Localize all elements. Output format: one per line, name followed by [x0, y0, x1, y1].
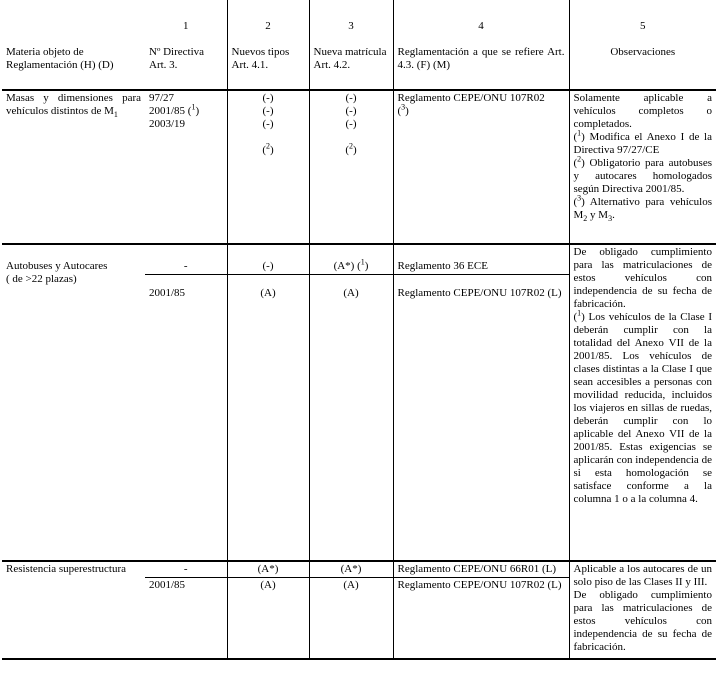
nuevos-tipos-autobuses-b: (A) [227, 275, 309, 562]
observaciones-masas: Solamente aplicable a vehículos completos o completados. ($^1$) Modifica el Anexo I de la Directiva 97/27/CE ($^2$) Obligatorio para autobuses y autocares homologados según Directiva 2001/85. ($^3$) Alternativo para vehículos $M_2$ y $M_3$. [569, 90, 716, 244]
header-reglamentacion: Reglamentación a que se refiere Art. 4.3. (F) (M) [393, 37, 569, 90]
nuevos-tipos-masas-note: ($^2$) [262, 141, 274, 156]
materia-masas [2, 90, 145, 244]
column-number-blank [2, 0, 145, 37]
observaciones-resistencia: Aplicable a los autocares de un solo piso de las Clases II y III. De obligado cumplimiento para las matriculaciones de estos vehículos con independencia de su fecha de fabricación. [569, 561, 716, 659]
reglamento-resistencia-a: Reglamento CEPE/ONU 66R01 (L) [393, 561, 569, 578]
column-number-1: 1 [183, 20, 189, 32]
column-number-row [2, 0, 716, 37]
table-row-resistencia-a [2, 561, 716, 578]
directiva-autobuses-a: - [183, 260, 188, 272]
materia-masas-text: Masas y dimensiones para vehículos distintos de M [6, 92, 141, 117]
nueva-matricula-autobuses-b: (A) [309, 275, 393, 562]
header-row [2, 37, 716, 90]
header-directiva: Nº Directiva Art. 3. [149, 46, 205, 71]
nueva-matricula-masas-note: ($^2$) [345, 141, 357, 156]
reglamento-masas: Reglamento CEPE/ONU 107R02 ($^3$) [393, 90, 569, 244]
reglamento-autobuses-a: Reglamento 36 ECE [393, 244, 569, 275]
column-number-3: 3 [309, 0, 393, 37]
regulation-table [2, 0, 716, 660]
directiva-autobuses-b: 2001/85 [145, 275, 227, 562]
reglamento-autobuses-b: Reglamento CEPE/ONU 107R02 (L) [393, 275, 569, 562]
materia-autobuses: Autobuses y Autocares ( de >22 plazas) [6, 260, 108, 285]
directiva-resistencia-a: - [183, 563, 188, 575]
directiva-2001-85: 2001/85 ($^1$) [149, 102, 200, 117]
reglamento-resistencia-b: Reglamento CEPE/ONU 107R02 (L) [393, 578, 569, 660]
header-nueva-matricula: Nueva matrícula Art. 4.2. [309, 37, 393, 90]
reglamento-masas-note: ($^3$) [397, 102, 409, 117]
directiva-97-27: 97/27 [149, 92, 175, 104]
materia-resistencia: Resistencia superestructura [6, 563, 127, 575]
observaciones-autobuses: De obligado cumplimiento para las matriculaciones de estos vehículos con independencia de su fecha de fabricación. ($^1$) Los vehículos de la Clase I deberán cumplir con la totalidad del Anexo VII de la 2001/85. Los vehículos de clases distintas a la Clase I que sean accesibles a personas con movilidad reducida, incluidos los viajeros en sillas de ruedas, deberán cumplir con lo aplicable del Anexo VII de la 2001/85. Estas exigencias se aplicarán con independencia de si esta homologación se satisface conforme a la columna 1 o a la columna 4. [569, 244, 716, 561]
column-number-5: 5 [569, 0, 716, 37]
nueva-matricula-resistencia-a: (A*) [309, 561, 393, 578]
nuevos-tipos-autobuses-a: (-) [227, 244, 309, 275]
header-nuevos-tipos: Nuevos tipos Art. 4.1. [227, 37, 309, 90]
column-number-4: 4 [393, 0, 569, 37]
directiva-2003-19: 2003/19 [149, 118, 186, 130]
materia-masas-sub: 1 [113, 110, 118, 120]
nuevos-tipos-resistencia-b: (A) [227, 578, 309, 660]
directiva-masas [145, 90, 227, 244]
nuevos-tipos-masas: (-) (-) (-) ($^2$) [227, 90, 309, 244]
regulation-table-page [2, 0, 716, 660]
header-materia: Materia objeto de Reglamentación (H) (D) [6, 46, 114, 71]
table-row-masas [2, 90, 716, 244]
nueva-matricula-autobuses-a: (A*) ($^1$) [309, 244, 393, 275]
nueva-matricula-resistencia-b: (A) [309, 578, 393, 660]
header-observaciones: Observaciones [569, 37, 716, 90]
column-number-2: 2 [227, 0, 309, 37]
nueva-matricula-masas: (-) (-) (-) ($^2$) [309, 90, 393, 244]
table-row-autobuses-a [2, 244, 716, 275]
directiva-resistencia-b: 2001/85 [145, 578, 227, 660]
nuevos-tipos-resistencia-a: (A*) [227, 561, 309, 578]
